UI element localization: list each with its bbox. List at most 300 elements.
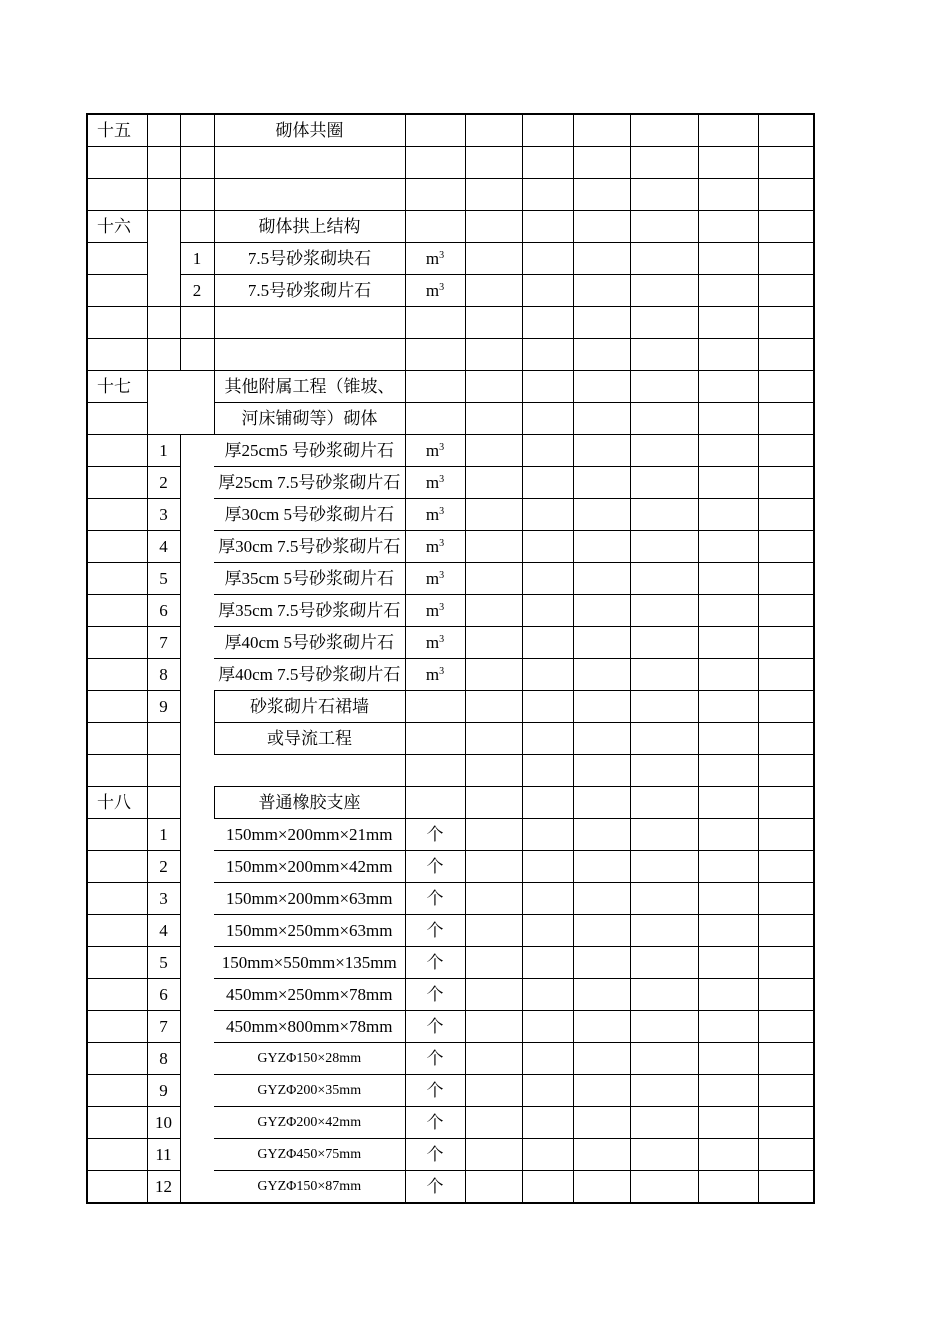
index-cell[interactable] (180, 723, 214, 755)
index-cell[interactable] (180, 435, 214, 467)
empty-cell[interactable] (465, 659, 522, 691)
empty-cell[interactable] (573, 563, 630, 595)
empty-cell[interactable] (630, 531, 698, 563)
unit-cell[interactable] (405, 179, 465, 211)
empty-cell[interactable] (698, 243, 758, 275)
empty-cell[interactable] (573, 531, 630, 563)
empty-cell[interactable] (573, 275, 630, 307)
unit-cell[interactable]: 个 (405, 1075, 465, 1107)
empty-cell[interactable] (522, 595, 573, 627)
empty-cell[interactable] (758, 947, 814, 979)
unit-cell[interactable]: 个 (405, 851, 465, 883)
index-cell[interactable] (180, 499, 214, 531)
empty-cell[interactable] (522, 1171, 573, 1204)
empty-cell[interactable] (630, 947, 698, 979)
empty-cell[interactable] (573, 1011, 630, 1043)
index-cell[interactable] (180, 114, 214, 147)
empty-cell[interactable] (465, 371, 522, 403)
empty-cell[interactable] (573, 883, 630, 915)
unit-cell[interactable] (405, 147, 465, 179)
index-cell[interactable] (180, 531, 214, 563)
index-cell[interactable] (87, 179, 147, 211)
item-name-cell[interactable]: 150mm×250mm×63mm (214, 915, 405, 947)
item-name-cell[interactable]: 普通橡胶支座 (214, 787, 405, 819)
index-cell[interactable] (180, 307, 214, 339)
empty-cell[interactable] (465, 211, 522, 243)
index-cell[interactable] (180, 147, 214, 179)
empty-cell[interactable] (522, 307, 573, 339)
empty-cell[interactable] (573, 1171, 630, 1204)
index-cell[interactable] (87, 275, 147, 307)
item-name-cell[interactable]: 砂浆砌片石裙墙 (214, 691, 405, 723)
empty-cell[interactable] (573, 499, 630, 531)
empty-cell[interactable] (630, 851, 698, 883)
empty-cell[interactable] (698, 787, 758, 819)
unit-cell[interactable] (405, 755, 465, 787)
empty-cell[interactable] (630, 179, 698, 211)
item-name-cell[interactable]: 厚40cm 7.5号砂浆砌片石 (214, 659, 405, 691)
empty-cell[interactable] (698, 1171, 758, 1204)
empty-cell[interactable] (465, 531, 522, 563)
empty-cell[interactable] (465, 883, 522, 915)
empty-cell[interactable] (573, 787, 630, 819)
empty-cell[interactable] (522, 243, 573, 275)
index-cell[interactable] (87, 659, 147, 691)
empty-cell[interactable] (465, 1171, 522, 1204)
index-cell[interactable] (180, 851, 214, 883)
index-cell[interactable]: 1 (180, 243, 214, 275)
empty-cell[interactable] (465, 1107, 522, 1139)
empty-cell[interactable] (522, 659, 573, 691)
index-cell[interactable] (180, 371, 214, 403)
index-cell[interactable] (180, 1107, 214, 1139)
empty-cell[interactable] (465, 787, 522, 819)
index-cell[interactable]: 6 (147, 595, 180, 627)
empty-cell[interactable] (758, 883, 814, 915)
empty-cell[interactable] (465, 403, 522, 435)
empty-cell[interactable] (465, 595, 522, 627)
unit-cell[interactable]: $m^3$ (405, 627, 465, 659)
empty-cell[interactable] (573, 723, 630, 755)
unit-cell[interactable]: 个 (405, 819, 465, 851)
index-cell[interactable] (180, 947, 214, 979)
index-cell[interactable] (180, 627, 214, 659)
empty-cell[interactable] (465, 499, 522, 531)
unit-cell[interactable]: 个 (405, 1043, 465, 1075)
empty-cell[interactable] (522, 467, 573, 499)
unit-cell[interactable] (405, 339, 465, 371)
empty-cell[interactable] (465, 851, 522, 883)
index-cell[interactable] (180, 915, 214, 947)
index-cell[interactable] (87, 531, 147, 563)
empty-cell[interactable] (758, 1043, 814, 1075)
unit-cell[interactable]: $m^3$ (405, 243, 465, 275)
empty-cell[interactable] (758, 1011, 814, 1043)
empty-cell[interactable] (698, 1075, 758, 1107)
empty-cell[interactable] (758, 1171, 814, 1204)
empty-cell[interactable] (573, 819, 630, 851)
index-cell[interactable]: 3 (147, 499, 180, 531)
empty-cell[interactable] (522, 563, 573, 595)
empty-cell[interactable] (630, 147, 698, 179)
empty-cell[interactable] (522, 819, 573, 851)
empty-cell[interactable] (698, 691, 758, 723)
index-cell[interactable] (87, 755, 147, 787)
empty-cell[interactable] (465, 114, 522, 147)
unit-cell[interactable]: $m^3$ (405, 435, 465, 467)
empty-cell[interactable] (630, 211, 698, 243)
empty-cell[interactable] (630, 979, 698, 1011)
empty-cell[interactable] (630, 435, 698, 467)
index-cell[interactable]: 10 (147, 1107, 180, 1139)
empty-cell[interactable] (465, 1075, 522, 1107)
empty-cell[interactable] (465, 339, 522, 371)
index-cell[interactable] (87, 403, 147, 435)
unit-cell[interactable] (405, 403, 465, 435)
index-cell[interactable] (87, 147, 147, 179)
unit-cell[interactable]: 个 (405, 1139, 465, 1171)
empty-cell[interactable] (758, 243, 814, 275)
empty-cell[interactable] (698, 947, 758, 979)
empty-cell[interactable] (698, 819, 758, 851)
item-name-cell[interactable]: 或导流工程 (214, 723, 405, 755)
empty-cell[interactable] (758, 915, 814, 947)
empty-cell[interactable] (758, 114, 814, 147)
empty-cell[interactable] (698, 1011, 758, 1043)
item-name-cell[interactable]: 150mm×200mm×21mm (214, 819, 405, 851)
item-name-cell[interactable]: GYZΦ150×28mm (214, 1043, 405, 1075)
item-name-cell[interactable] (214, 755, 405, 787)
empty-cell[interactable] (522, 851, 573, 883)
index-cell[interactable]: 5 (147, 947, 180, 979)
item-name-cell[interactable]: 厚35cm 5号砂浆砌片石 (214, 563, 405, 595)
empty-cell[interactable] (522, 755, 573, 787)
item-name-cell[interactable]: GYZΦ450×75mm (214, 1139, 405, 1171)
empty-cell[interactable] (573, 179, 630, 211)
empty-cell[interactable] (465, 1043, 522, 1075)
empty-cell[interactable] (465, 691, 522, 723)
empty-cell[interactable] (573, 915, 630, 947)
empty-cell[interactable] (630, 691, 698, 723)
empty-cell[interactable] (573, 947, 630, 979)
empty-cell[interactable] (522, 723, 573, 755)
index-cell[interactable]: 十五 (87, 114, 147, 147)
unit-cell[interactable] (405, 114, 465, 147)
index-cell[interactable]: 6 (147, 979, 180, 1011)
item-name-cell[interactable]: 150mm×200mm×42mm (214, 851, 405, 883)
empty-cell[interactable] (698, 563, 758, 595)
index-cell[interactable] (180, 1139, 214, 1171)
unit-cell[interactable]: 个 (405, 883, 465, 915)
empty-cell[interactable] (758, 787, 814, 819)
empty-cell[interactable] (758, 851, 814, 883)
empty-cell[interactable] (698, 1043, 758, 1075)
item-name-cell[interactable]: 河床铺砌等）砌体 (214, 403, 405, 435)
empty-cell[interactable] (698, 627, 758, 659)
empty-cell[interactable] (758, 531, 814, 563)
item-name-cell[interactable]: GYZΦ150×87mm (214, 1171, 405, 1204)
empty-cell[interactable] (698, 723, 758, 755)
index-cell[interactable]: 5 (147, 563, 180, 595)
empty-cell[interactable] (522, 211, 573, 243)
empty-cell[interactable] (698, 275, 758, 307)
empty-cell[interactable] (698, 755, 758, 787)
empty-cell[interactable] (465, 243, 522, 275)
index-cell[interactable] (180, 755, 214, 787)
index-cell[interactable] (180, 563, 214, 595)
unit-cell[interactable]: $m^3$ (405, 563, 465, 595)
index-cell[interactable]: 十八 (87, 787, 147, 819)
empty-cell[interactable] (758, 467, 814, 499)
index-cell[interactable] (147, 275, 180, 307)
index-cell[interactable] (87, 1139, 147, 1171)
empty-cell[interactable] (522, 179, 573, 211)
index-cell[interactable] (180, 1043, 214, 1075)
index-cell[interactable] (87, 1043, 147, 1075)
empty-cell[interactable] (630, 755, 698, 787)
index-cell[interactable] (180, 659, 214, 691)
index-cell[interactable]: 3 (147, 883, 180, 915)
empty-cell[interactable] (630, 627, 698, 659)
empty-cell[interactable] (630, 1171, 698, 1204)
item-name-cell[interactable] (214, 179, 405, 211)
empty-cell[interactable] (465, 947, 522, 979)
index-cell[interactable] (147, 243, 180, 275)
empty-cell[interactable] (465, 1011, 522, 1043)
unit-cell[interactable]: 个 (405, 1107, 465, 1139)
empty-cell[interactable] (522, 339, 573, 371)
index-cell[interactable] (147, 403, 180, 435)
empty-cell[interactable] (522, 691, 573, 723)
index-cell[interactable] (180, 691, 214, 723)
empty-cell[interactable] (522, 499, 573, 531)
unit-cell[interactable] (405, 787, 465, 819)
empty-cell[interactable] (573, 755, 630, 787)
empty-cell[interactable] (698, 339, 758, 371)
item-name-cell[interactable]: GYZΦ200×42mm (214, 1107, 405, 1139)
index-cell[interactable] (180, 339, 214, 371)
index-cell[interactable]: 1 (147, 819, 180, 851)
unit-cell[interactable]: $m^3$ (405, 531, 465, 563)
empty-cell[interactable] (698, 114, 758, 147)
empty-cell[interactable] (573, 467, 630, 499)
empty-cell[interactable] (758, 435, 814, 467)
empty-cell[interactable] (522, 435, 573, 467)
empty-cell[interactable] (630, 371, 698, 403)
index-cell[interactable] (87, 563, 147, 595)
empty-cell[interactable] (758, 403, 814, 435)
index-cell[interactable] (180, 211, 214, 243)
item-name-cell[interactable]: GYZΦ200×35mm (214, 1075, 405, 1107)
index-cell[interactable] (147, 339, 180, 371)
empty-cell[interactable] (573, 1075, 630, 1107)
empty-cell[interactable] (573, 211, 630, 243)
empty-cell[interactable] (573, 307, 630, 339)
unit-cell[interactable]: $m^3$ (405, 467, 465, 499)
unit-cell[interactable] (405, 307, 465, 339)
index-cell[interactable] (147, 114, 180, 147)
index-cell[interactable]: 9 (147, 1075, 180, 1107)
empty-cell[interactable] (758, 339, 814, 371)
empty-cell[interactable] (465, 147, 522, 179)
empty-cell[interactable] (630, 1011, 698, 1043)
empty-cell[interactable] (465, 435, 522, 467)
item-name-cell[interactable]: 其他附属工程（锥坡、 (214, 371, 405, 403)
unit-cell[interactable]: $m^3$ (405, 275, 465, 307)
empty-cell[interactable] (698, 531, 758, 563)
index-cell[interactable] (87, 339, 147, 371)
index-cell[interactable] (147, 211, 180, 243)
empty-cell[interactable] (630, 915, 698, 947)
empty-cell[interactable] (698, 883, 758, 915)
empty-cell[interactable] (758, 499, 814, 531)
unit-cell[interactable] (405, 723, 465, 755)
index-cell[interactable] (87, 243, 147, 275)
empty-cell[interactable] (630, 114, 698, 147)
empty-cell[interactable] (758, 595, 814, 627)
empty-cell[interactable] (630, 467, 698, 499)
empty-cell[interactable] (630, 595, 698, 627)
empty-cell[interactable] (465, 723, 522, 755)
unit-cell[interactable]: 个 (405, 979, 465, 1011)
empty-cell[interactable] (573, 595, 630, 627)
index-cell[interactable]: 十六 (87, 211, 147, 243)
index-cell[interactable] (87, 1107, 147, 1139)
index-cell[interactable] (180, 819, 214, 851)
empty-cell[interactable] (522, 403, 573, 435)
empty-cell[interactable] (630, 243, 698, 275)
empty-cell[interactable] (698, 1139, 758, 1171)
item-name-cell[interactable]: 厚30cm 5号砂浆砌片石 (214, 499, 405, 531)
empty-cell[interactable] (698, 979, 758, 1011)
empty-cell[interactable] (522, 883, 573, 915)
empty-cell[interactable] (465, 627, 522, 659)
empty-cell[interactable] (758, 211, 814, 243)
empty-cell[interactable] (630, 275, 698, 307)
empty-cell[interactable] (522, 1043, 573, 1075)
item-name-cell[interactable]: 厚25cm5 号砂浆砌片石 (214, 435, 405, 467)
index-cell[interactable] (147, 307, 180, 339)
item-name-cell[interactable]: 厚40cm 5号砂浆砌片石 (214, 627, 405, 659)
index-cell[interactable] (180, 1075, 214, 1107)
index-cell[interactable] (87, 915, 147, 947)
item-name-cell[interactable]: 7.5号砂浆砌片石 (214, 275, 405, 307)
empty-cell[interactable] (573, 851, 630, 883)
empty-cell[interactable] (698, 403, 758, 435)
empty-cell[interactable] (573, 1107, 630, 1139)
index-cell[interactable] (147, 755, 180, 787)
empty-cell[interactable] (573, 243, 630, 275)
empty-cell[interactable] (758, 819, 814, 851)
unit-cell[interactable]: 个 (405, 1171, 465, 1204)
item-name-cell[interactable]: 450mm×800mm×78mm (214, 1011, 405, 1043)
empty-cell[interactable] (465, 179, 522, 211)
empty-cell[interactable] (630, 883, 698, 915)
index-cell[interactable] (180, 787, 214, 819)
item-name-cell[interactable]: 砌体拱上结构 (214, 211, 405, 243)
item-name-cell[interactable]: 150mm×200mm×63mm (214, 883, 405, 915)
index-cell[interactable] (87, 627, 147, 659)
index-cell[interactable] (180, 1011, 214, 1043)
index-cell[interactable] (180, 883, 214, 915)
empty-cell[interactable] (758, 691, 814, 723)
empty-cell[interactable] (630, 1075, 698, 1107)
empty-cell[interactable] (630, 787, 698, 819)
empty-cell[interactable] (758, 723, 814, 755)
empty-cell[interactable] (698, 371, 758, 403)
item-name-cell[interactable]: 7.5号砂浆砌块石 (214, 243, 405, 275)
index-cell[interactable]: 12 (147, 1171, 180, 1204)
unit-cell[interactable]: $m^3$ (405, 499, 465, 531)
unit-cell[interactable]: $m^3$ (405, 659, 465, 691)
empty-cell[interactable] (465, 307, 522, 339)
empty-cell[interactable] (630, 659, 698, 691)
index-cell[interactable]: 7 (147, 627, 180, 659)
index-cell[interactable]: 2 (147, 467, 180, 499)
empty-cell[interactable] (630, 563, 698, 595)
empty-cell[interactable] (698, 307, 758, 339)
empty-cell[interactable] (573, 1043, 630, 1075)
index-cell[interactable]: 1 (147, 435, 180, 467)
index-cell[interactable]: 2 (180, 275, 214, 307)
item-name-cell[interactable]: 450mm×250mm×78mm (214, 979, 405, 1011)
item-name-cell[interactable]: 厚35cm 7.5号砂浆砌片石 (214, 595, 405, 627)
index-cell[interactable] (180, 403, 214, 435)
empty-cell[interactable] (698, 915, 758, 947)
index-cell[interactable] (180, 179, 214, 211)
index-cell[interactable]: 4 (147, 531, 180, 563)
empty-cell[interactable] (698, 435, 758, 467)
empty-cell[interactable] (630, 1139, 698, 1171)
empty-cell[interactable] (698, 147, 758, 179)
empty-cell[interactable] (758, 1075, 814, 1107)
item-name-cell[interactable] (214, 307, 405, 339)
index-cell[interactable] (87, 467, 147, 499)
index-cell[interactable] (147, 371, 180, 403)
unit-cell[interactable] (405, 211, 465, 243)
empty-cell[interactable] (573, 339, 630, 371)
empty-cell[interactable] (698, 211, 758, 243)
empty-cell[interactable] (522, 979, 573, 1011)
empty-cell[interactable] (698, 851, 758, 883)
index-cell[interactable] (87, 723, 147, 755)
empty-cell[interactable] (573, 371, 630, 403)
empty-cell[interactable] (758, 275, 814, 307)
unit-cell[interactable]: 个 (405, 1011, 465, 1043)
empty-cell[interactable] (573, 147, 630, 179)
empty-cell[interactable] (630, 1043, 698, 1075)
empty-cell[interactable] (465, 819, 522, 851)
empty-cell[interactable] (630, 499, 698, 531)
empty-cell[interactable] (522, 1011, 573, 1043)
empty-cell[interactable] (573, 659, 630, 691)
index-cell[interactable] (87, 1075, 147, 1107)
index-cell[interactable] (87, 1171, 147, 1204)
empty-cell[interactable] (465, 979, 522, 1011)
empty-cell[interactable] (698, 499, 758, 531)
empty-cell[interactable] (573, 627, 630, 659)
empty-cell[interactable] (758, 563, 814, 595)
index-cell[interactable] (180, 1171, 214, 1204)
empty-cell[interactable] (758, 659, 814, 691)
empty-cell[interactable] (522, 147, 573, 179)
item-name-cell[interactable]: 砌体共圈 (214, 114, 405, 147)
index-cell[interactable] (180, 595, 214, 627)
empty-cell[interactable] (758, 371, 814, 403)
empty-cell[interactable] (522, 915, 573, 947)
index-cell[interactable] (87, 819, 147, 851)
empty-cell[interactable] (465, 563, 522, 595)
